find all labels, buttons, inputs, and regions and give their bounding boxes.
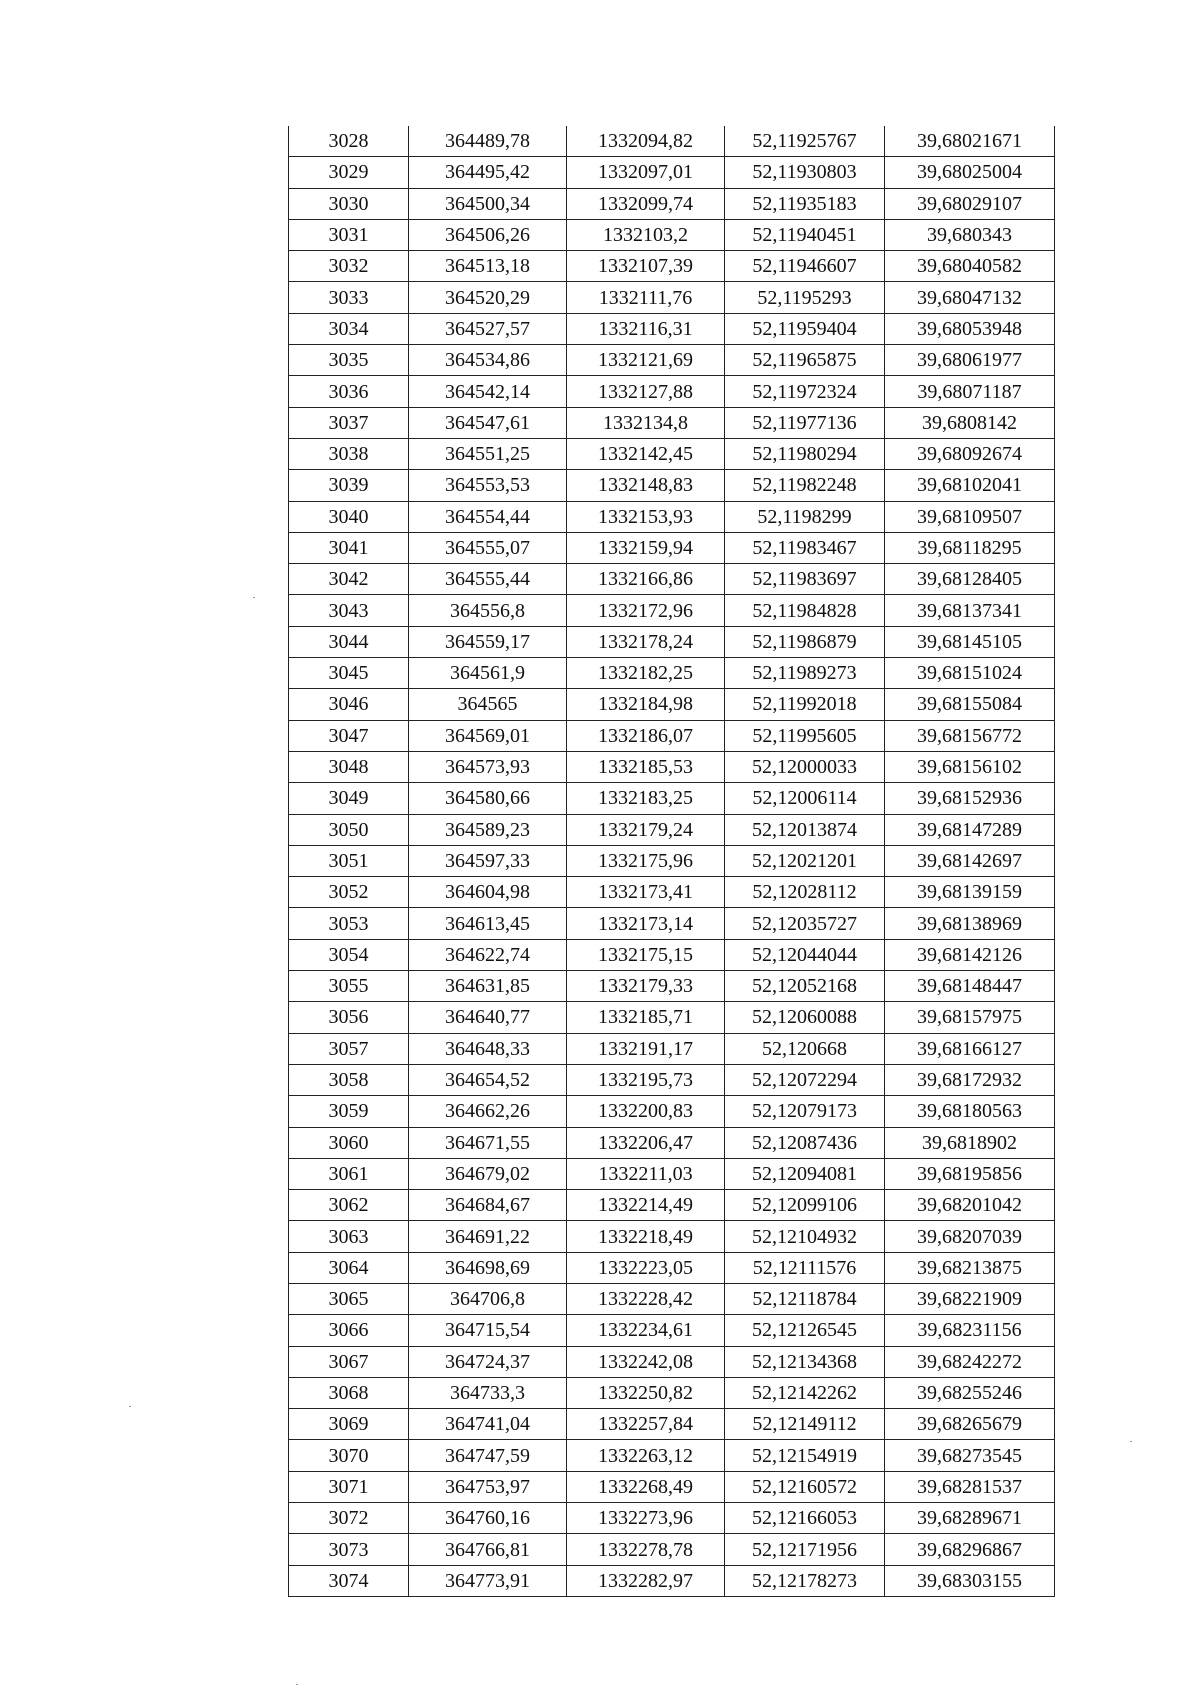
point-number-cell: 3053 [289, 908, 409, 939]
point-number-cell: 3052 [289, 877, 409, 908]
x-coordinate-cell: 364766,81 [409, 1534, 567, 1565]
latitude-cell: 52,12013874 [725, 814, 885, 845]
y-coordinate-cell: 1332173,14 [567, 908, 725, 939]
longitude-cell: 39,68221909 [885, 1283, 1055, 1314]
latitude-cell: 52,11977136 [725, 407, 885, 438]
y-coordinate-cell: 1332175,96 [567, 845, 725, 876]
table-row [289, 1534, 1055, 1565]
point-number-cell: 3061 [289, 1158, 409, 1189]
y-coordinate-cell: 1332178,24 [567, 626, 725, 657]
point-number-cell: 3058 [289, 1064, 409, 1095]
longitude-cell: 39,6808142 [885, 407, 1055, 438]
latitude-cell: 52,11980294 [725, 438, 885, 469]
x-coordinate-cell: 364622,74 [409, 939, 567, 970]
x-coordinate-cell: 364580,66 [409, 783, 567, 814]
y-coordinate-cell: 1332211,03 [567, 1158, 725, 1189]
y-coordinate-cell: 1332107,39 [567, 251, 725, 282]
table-row [289, 564, 1055, 595]
y-coordinate-cell: 1332179,24 [567, 814, 725, 845]
longitude-cell: 39,68092674 [885, 438, 1055, 469]
table-row [289, 1283, 1055, 1314]
point-number-cell: 3041 [289, 532, 409, 563]
point-number-cell: 3037 [289, 407, 409, 438]
latitude-cell: 52,12134368 [725, 1346, 885, 1377]
latitude-cell: 52,11984828 [725, 595, 885, 626]
latitude-cell: 52,11989273 [725, 658, 885, 689]
longitude-cell: 39,68025004 [885, 157, 1055, 188]
longitude-cell: 39,68195856 [885, 1158, 1055, 1189]
latitude-cell: 52,11925767 [725, 126, 885, 157]
x-coordinate-cell: 364589,23 [409, 814, 567, 845]
longitude-cell: 39,68109507 [885, 501, 1055, 532]
table-row [289, 1346, 1055, 1377]
x-coordinate-cell: 364691,22 [409, 1221, 567, 1252]
latitude-cell: 52,12126545 [725, 1315, 885, 1346]
latitude-cell: 52,12154919 [725, 1440, 885, 1471]
x-coordinate-cell: 364569,01 [409, 720, 567, 751]
latitude-cell: 52,12104932 [725, 1221, 885, 1252]
y-coordinate-cell: 1332278,78 [567, 1534, 725, 1565]
longitude-cell: 39,68071187 [885, 376, 1055, 407]
latitude-cell: 52,1195293 [725, 282, 885, 313]
y-coordinate-cell: 1332182,25 [567, 658, 725, 689]
table-row [289, 689, 1055, 720]
table-row [289, 751, 1055, 782]
longitude-cell: 39,68201042 [885, 1190, 1055, 1221]
y-coordinate-cell: 1332166,86 [567, 564, 725, 595]
latitude-cell: 52,12149112 [725, 1409, 885, 1440]
longitude-cell: 39,68148447 [885, 971, 1055, 1002]
latitude-cell: 52,12028112 [725, 877, 885, 908]
x-coordinate-cell: 364671,55 [409, 1127, 567, 1158]
table-row [289, 877, 1055, 908]
table-row [289, 1158, 1055, 1189]
latitude-cell: 52,11983467 [725, 532, 885, 563]
point-number-cell: 3071 [289, 1471, 409, 1502]
coordinates-table [288, 126, 1055, 1597]
y-coordinate-cell: 1332218,49 [567, 1221, 725, 1252]
table-row [289, 126, 1055, 157]
longitude-cell: 39,68145105 [885, 626, 1055, 657]
table-row [289, 1127, 1055, 1158]
y-coordinate-cell: 1332142,45 [567, 438, 725, 469]
y-coordinate-cell: 1332184,98 [567, 689, 725, 720]
latitude-cell: 52,11965875 [725, 345, 885, 376]
x-coordinate-cell: 364542,14 [409, 376, 567, 407]
longitude-cell: 39,68142126 [885, 939, 1055, 970]
x-coordinate-cell: 364506,26 [409, 219, 567, 250]
x-coordinate-cell: 364547,61 [409, 407, 567, 438]
y-coordinate-cell: 1332097,01 [567, 157, 725, 188]
scan-speck [1130, 1441, 1132, 1442]
table-row [289, 157, 1055, 188]
point-number-cell: 3029 [289, 157, 409, 188]
latitude-cell: 52,12118784 [725, 1283, 885, 1314]
latitude-cell: 52,11986879 [725, 626, 885, 657]
point-number-cell: 3044 [289, 626, 409, 657]
table-row [289, 658, 1055, 689]
longitude-cell: 39,68029107 [885, 188, 1055, 219]
table-row [289, 783, 1055, 814]
latitude-cell: 52,11935183 [725, 188, 885, 219]
table-row [289, 532, 1055, 563]
latitude-cell: 52,12060088 [725, 1002, 885, 1033]
longitude-cell: 39,68138969 [885, 908, 1055, 939]
point-number-cell: 3070 [289, 1440, 409, 1471]
latitude-cell: 52,12021201 [725, 845, 885, 876]
x-coordinate-cell: 364555,44 [409, 564, 567, 595]
x-coordinate-cell: 364573,93 [409, 751, 567, 782]
point-number-cell: 3040 [289, 501, 409, 532]
x-coordinate-cell: 364640,77 [409, 1002, 567, 1033]
table-row [289, 1315, 1055, 1346]
table-row [289, 1221, 1055, 1252]
x-coordinate-cell: 364733,3 [409, 1377, 567, 1408]
y-coordinate-cell: 1332099,74 [567, 188, 725, 219]
point-number-cell: 3032 [289, 251, 409, 282]
y-coordinate-cell: 1332223,05 [567, 1252, 725, 1283]
point-number-cell: 3062 [289, 1190, 409, 1221]
y-coordinate-cell: 1332206,47 [567, 1127, 725, 1158]
y-coordinate-cell: 1332268,49 [567, 1471, 725, 1502]
y-coordinate-cell: 1332185,53 [567, 751, 725, 782]
point-number-cell: 3073 [289, 1534, 409, 1565]
point-number-cell: 3038 [289, 438, 409, 469]
table-row [289, 376, 1055, 407]
table-row [289, 438, 1055, 469]
latitude-cell: 52,12087436 [725, 1127, 885, 1158]
y-coordinate-cell: 1332153,93 [567, 501, 725, 532]
coordinates-table-body [289, 126, 1055, 1596]
y-coordinate-cell: 1332127,88 [567, 376, 725, 407]
x-coordinate-cell: 364500,34 [409, 188, 567, 219]
x-coordinate-cell: 364753,97 [409, 1471, 567, 1502]
point-number-cell: 3059 [289, 1096, 409, 1127]
longitude-cell: 39,680343 [885, 219, 1055, 250]
table-row [289, 626, 1055, 657]
longitude-cell: 39,68213875 [885, 1252, 1055, 1283]
x-coordinate-cell: 364631,85 [409, 971, 567, 1002]
latitude-cell: 52,11972324 [725, 376, 885, 407]
x-coordinate-cell: 364556,8 [409, 595, 567, 626]
x-coordinate-cell: 364551,25 [409, 438, 567, 469]
longitude-cell: 39,68061977 [885, 345, 1055, 376]
latitude-cell: 52,11995605 [725, 720, 885, 751]
longitude-cell: 39,68281537 [885, 1471, 1055, 1502]
x-coordinate-cell: 364527,57 [409, 313, 567, 344]
latitude-cell: 52,11992018 [725, 689, 885, 720]
longitude-cell: 39,68152936 [885, 783, 1055, 814]
x-coordinate-cell: 364654,52 [409, 1064, 567, 1095]
latitude-cell: 52,11959404 [725, 313, 885, 344]
longitude-cell: 39,68303155 [885, 1565, 1055, 1596]
table-row [289, 219, 1055, 250]
point-number-cell: 3045 [289, 658, 409, 689]
y-coordinate-cell: 1332214,49 [567, 1190, 725, 1221]
x-coordinate-cell: 364760,16 [409, 1503, 567, 1534]
scan-speck [253, 597, 255, 598]
latitude-cell: 52,12072294 [725, 1064, 885, 1095]
y-coordinate-cell: 1332103,2 [567, 219, 725, 250]
point-number-cell: 3050 [289, 814, 409, 845]
point-number-cell: 3048 [289, 751, 409, 782]
table-row [289, 939, 1055, 970]
point-number-cell: 3055 [289, 971, 409, 1002]
x-coordinate-cell: 364648,33 [409, 1033, 567, 1064]
y-coordinate-cell: 1332200,83 [567, 1096, 725, 1127]
y-coordinate-cell: 1332242,08 [567, 1346, 725, 1377]
longitude-cell: 39,68156102 [885, 751, 1055, 782]
y-coordinate-cell: 1332111,76 [567, 282, 725, 313]
latitude-cell: 52,12111576 [725, 1252, 885, 1283]
x-coordinate-cell: 364662,26 [409, 1096, 567, 1127]
latitude-cell: 52,12142262 [725, 1377, 885, 1408]
x-coordinate-cell: 364684,67 [409, 1190, 567, 1221]
table-row [289, 501, 1055, 532]
table-row [289, 1064, 1055, 1095]
longitude-cell: 39,68118295 [885, 532, 1055, 563]
longitude-cell: 39,68137341 [885, 595, 1055, 626]
longitude-cell: 39,68053948 [885, 313, 1055, 344]
x-coordinate-cell: 364741,04 [409, 1409, 567, 1440]
table-row [289, 282, 1055, 313]
scan-speck [129, 1406, 131, 1407]
table-row [289, 1252, 1055, 1283]
table-row [289, 1190, 1055, 1221]
y-coordinate-cell: 1332186,07 [567, 720, 725, 751]
x-coordinate-cell: 364565 [409, 689, 567, 720]
longitude-cell: 39,68047132 [885, 282, 1055, 313]
y-coordinate-cell: 1332257,84 [567, 1409, 725, 1440]
table-row [289, 470, 1055, 501]
y-coordinate-cell: 1332134,8 [567, 407, 725, 438]
table-row [289, 971, 1055, 1002]
y-coordinate-cell: 1332234,61 [567, 1315, 725, 1346]
point-number-cell: 3074 [289, 1565, 409, 1596]
longitude-cell: 39,68296867 [885, 1534, 1055, 1565]
latitude-cell: 52,12171956 [725, 1534, 885, 1565]
y-coordinate-cell: 1332173,41 [567, 877, 725, 908]
x-coordinate-cell: 364597,33 [409, 845, 567, 876]
point-number-cell: 3042 [289, 564, 409, 595]
table-row [289, 720, 1055, 751]
point-number-cell: 3072 [289, 1503, 409, 1534]
x-coordinate-cell: 364613,45 [409, 908, 567, 939]
x-coordinate-cell: 364554,44 [409, 501, 567, 532]
point-number-cell: 3033 [289, 282, 409, 313]
x-coordinate-cell: 364679,02 [409, 1158, 567, 1189]
table-row [289, 908, 1055, 939]
x-coordinate-cell: 364489,78 [409, 126, 567, 157]
x-coordinate-cell: 364604,98 [409, 877, 567, 908]
table-row [289, 845, 1055, 876]
longitude-cell: 39,68155084 [885, 689, 1055, 720]
table-row [289, 1565, 1055, 1596]
point-number-cell: 3049 [289, 783, 409, 814]
latitude-cell: 52,12166053 [725, 1503, 885, 1534]
point-number-cell: 3067 [289, 1346, 409, 1377]
point-number-cell: 3039 [289, 470, 409, 501]
latitude-cell: 52,12099106 [725, 1190, 885, 1221]
y-coordinate-cell: 1332148,83 [567, 470, 725, 501]
point-number-cell: 3060 [289, 1127, 409, 1158]
longitude-cell: 39,68102041 [885, 470, 1055, 501]
latitude-cell: 52,12006114 [725, 783, 885, 814]
y-coordinate-cell: 1332273,96 [567, 1503, 725, 1534]
x-coordinate-cell: 364724,37 [409, 1346, 567, 1377]
longitude-cell: 39,68242272 [885, 1346, 1055, 1377]
latitude-cell: 52,12178273 [725, 1565, 885, 1596]
point-number-cell: 3065 [289, 1283, 409, 1314]
table-row [289, 1409, 1055, 1440]
x-coordinate-cell: 364495,42 [409, 157, 567, 188]
latitude-cell: 52,12079173 [725, 1096, 885, 1127]
point-number-cell: 3063 [289, 1221, 409, 1252]
y-coordinate-cell: 1332179,33 [567, 971, 725, 1002]
y-coordinate-cell: 1332159,94 [567, 532, 725, 563]
x-coordinate-cell: 364773,91 [409, 1565, 567, 1596]
point-number-cell: 3034 [289, 313, 409, 344]
x-coordinate-cell: 364520,29 [409, 282, 567, 313]
y-coordinate-cell: 1332250,82 [567, 1377, 725, 1408]
point-number-cell: 3054 [289, 939, 409, 970]
y-coordinate-cell: 1332116,31 [567, 313, 725, 344]
x-coordinate-cell: 364555,07 [409, 532, 567, 563]
y-coordinate-cell: 1332191,17 [567, 1033, 725, 1064]
longitude-cell: 39,68172932 [885, 1064, 1055, 1095]
longitude-cell: 39,68231156 [885, 1315, 1055, 1346]
point-number-cell: 3069 [289, 1409, 409, 1440]
longitude-cell: 39,68021671 [885, 126, 1055, 157]
point-number-cell: 3064 [289, 1252, 409, 1283]
latitude-cell: 52,11982248 [725, 470, 885, 501]
latitude-cell: 52,11930803 [725, 157, 885, 188]
point-number-cell: 3035 [289, 345, 409, 376]
scan-speck [296, 1684, 298, 1685]
longitude-cell: 39,68207039 [885, 1221, 1055, 1252]
point-number-cell: 3036 [289, 376, 409, 407]
table-row [289, 1440, 1055, 1471]
table-row [289, 1033, 1055, 1064]
longitude-cell: 39,68156772 [885, 720, 1055, 751]
latitude-cell: 52,12094081 [725, 1158, 885, 1189]
longitude-cell: 39,68255246 [885, 1377, 1055, 1408]
table-row [289, 313, 1055, 344]
coordinates-table-container [288, 126, 1054, 1597]
x-coordinate-cell: 364559,17 [409, 626, 567, 657]
latitude-cell: 52,12000033 [725, 751, 885, 782]
longitude-cell: 39,68151024 [885, 658, 1055, 689]
table-row [289, 188, 1055, 219]
point-number-cell: 3028 [289, 126, 409, 157]
latitude-cell: 52,12044044 [725, 939, 885, 970]
point-number-cell: 3066 [289, 1315, 409, 1346]
table-row [289, 814, 1055, 845]
longitude-cell: 39,68166127 [885, 1033, 1055, 1064]
table-row [289, 1096, 1055, 1127]
y-coordinate-cell: 1332183,25 [567, 783, 725, 814]
longitude-cell: 39,68180563 [885, 1096, 1055, 1127]
point-number-cell: 3031 [289, 219, 409, 250]
y-coordinate-cell: 1332172,96 [567, 595, 725, 626]
point-number-cell: 3046 [289, 689, 409, 720]
longitude-cell: 39,68040582 [885, 251, 1055, 282]
point-number-cell: 3057 [289, 1033, 409, 1064]
table-row [289, 1377, 1055, 1408]
latitude-cell: 52,12160572 [725, 1471, 885, 1502]
x-coordinate-cell: 364706,8 [409, 1283, 567, 1314]
y-coordinate-cell: 1332121,69 [567, 345, 725, 376]
longitude-cell: 39,68147289 [885, 814, 1055, 845]
longitude-cell: 39,6818902 [885, 1127, 1055, 1158]
table-row [289, 1002, 1055, 1033]
y-coordinate-cell: 1332094,82 [567, 126, 725, 157]
latitude-cell: 52,11940451 [725, 219, 885, 250]
x-coordinate-cell: 364513,18 [409, 251, 567, 282]
x-coordinate-cell: 364553,53 [409, 470, 567, 501]
longitude-cell: 39,68157975 [885, 1002, 1055, 1033]
latitude-cell: 52,12035727 [725, 908, 885, 939]
y-coordinate-cell: 1332195,73 [567, 1064, 725, 1095]
longitude-cell: 39,68142697 [885, 845, 1055, 876]
table-row [289, 1503, 1055, 1534]
longitude-cell: 39,68128405 [885, 564, 1055, 595]
y-coordinate-cell: 1332263,12 [567, 1440, 725, 1471]
point-number-cell: 3051 [289, 845, 409, 876]
longitude-cell: 39,68265679 [885, 1409, 1055, 1440]
latitude-cell: 52,12052168 [725, 971, 885, 1002]
y-coordinate-cell: 1332175,15 [567, 939, 725, 970]
table-row [289, 407, 1055, 438]
longitude-cell: 39,68273545 [885, 1440, 1055, 1471]
point-number-cell: 3047 [289, 720, 409, 751]
longitude-cell: 39,68289671 [885, 1503, 1055, 1534]
x-coordinate-cell: 364747,59 [409, 1440, 567, 1471]
longitude-cell: 39,68139159 [885, 877, 1055, 908]
y-coordinate-cell: 1332228,42 [567, 1283, 725, 1314]
latitude-cell: 52,11946607 [725, 251, 885, 282]
x-coordinate-cell: 364561,9 [409, 658, 567, 689]
point-number-cell: 3030 [289, 188, 409, 219]
latitude-cell: 52,11983697 [725, 564, 885, 595]
point-number-cell: 3043 [289, 595, 409, 626]
y-coordinate-cell: 1332185,71 [567, 1002, 725, 1033]
point-number-cell: 3068 [289, 1377, 409, 1408]
x-coordinate-cell: 364698,69 [409, 1252, 567, 1283]
table-row [289, 251, 1055, 282]
x-coordinate-cell: 364534,86 [409, 345, 567, 376]
latitude-cell: 52,120668 [725, 1033, 885, 1064]
table-row [289, 595, 1055, 626]
point-number-cell: 3056 [289, 1002, 409, 1033]
y-coordinate-cell: 1332282,97 [567, 1565, 725, 1596]
x-coordinate-cell: 364715,54 [409, 1315, 567, 1346]
table-row [289, 345, 1055, 376]
latitude-cell: 52,1198299 [725, 501, 885, 532]
table-row [289, 1471, 1055, 1502]
